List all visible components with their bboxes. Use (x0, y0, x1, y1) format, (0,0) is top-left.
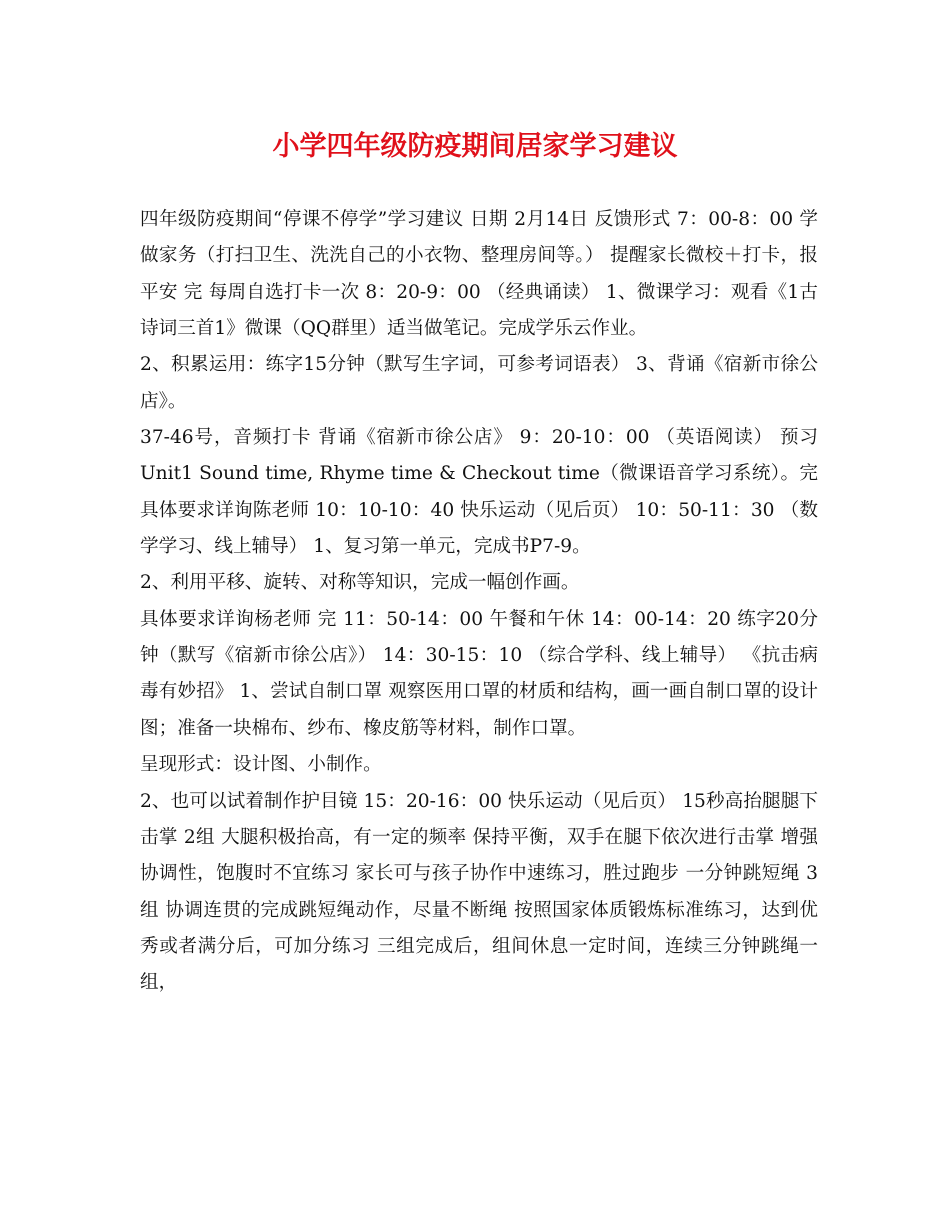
paragraph-exercise: 2、也可以试着制作护目镜 15：20-16：00 快乐运动（见后页） 15秒高抬腿腿下击掌 2组 大腿积极抬高，有一定的频率 保持平衡，双手在腿下依次进行击掌 增强协调性，饱腹时不宜练习 家长可与孩子协作中速练习，胜过跑步 一分钟跳短绳 3组 协调连贯的完成跳短绳动作，尽量不断绳 按照国家体质锻炼标准练习，达到优秀或者满分后，可加分练习 三组完成后，组间休息一定时间，连续三分钟跳绳一组， (140, 790, 818, 994)
paragraph-schedule-morning: 四年级防疫期间“停课不停学”学习建议 日期 2月14日 反馈形式 7：00-8：00 学做家务（打扫卫生、洗洗自己的小衣物、整理房间等。） 提醒家长微校＋打卡，报平安 完 每周自选打卡一次 8：20-9：00 （经典诵读） 1、微课学习：观看《1古诗词三首1》微课（QQ群里）适当做笔记。完成学乐云作业。 (140, 209, 818, 340)
paragraph-english-math: 37-46号，音频打卡 背诵《宿新市徐公店》 9：20-10：00 （英语阅读） 预习Unit1 Sound time, Rhyme time & Checkout time（微课语音学习系统）。完 具体要求详询陈老师 10：10-10：40 快乐运动（见后页） 10：50-11：30 （数学学习、线上辅导） 1、复习第一单元，完成书P7-9。 (140, 427, 818, 558)
document-body (140, 202, 818, 1002)
paragraph-accumulation: 2、积累运用：练字15分钟（默写生字词，可参考词语表） 3、背诵《宿新市徐公店》。 (140, 354, 818, 412)
document-title: 小学四年级防疫期间居家学习建议 (272, 131, 678, 162)
paragraph-presentation-form: 呈现形式：设计图、小制作。 (140, 754, 382, 776)
paragraph-creative-drawing: 2、利用平移、旋转、对称等知识，完成一幅创作画。 (140, 572, 580, 594)
paragraph-afternoon-mask: 具体要求详询杨老师 完 11：50-14：00 午餐和午休 14：00-14：20 练字20分钟（默写《宿新市徐公店》） 14：30-15：10 （综合学科、线上辅导） 《抗击病毒有妙招》 1、尝试自制口罩 观察医用口罩的材质和结构，画一画自制口罩的设计图；准备一块棉布、纱布、橡皮筋等材料，制作口罩。 (140, 608, 818, 739)
